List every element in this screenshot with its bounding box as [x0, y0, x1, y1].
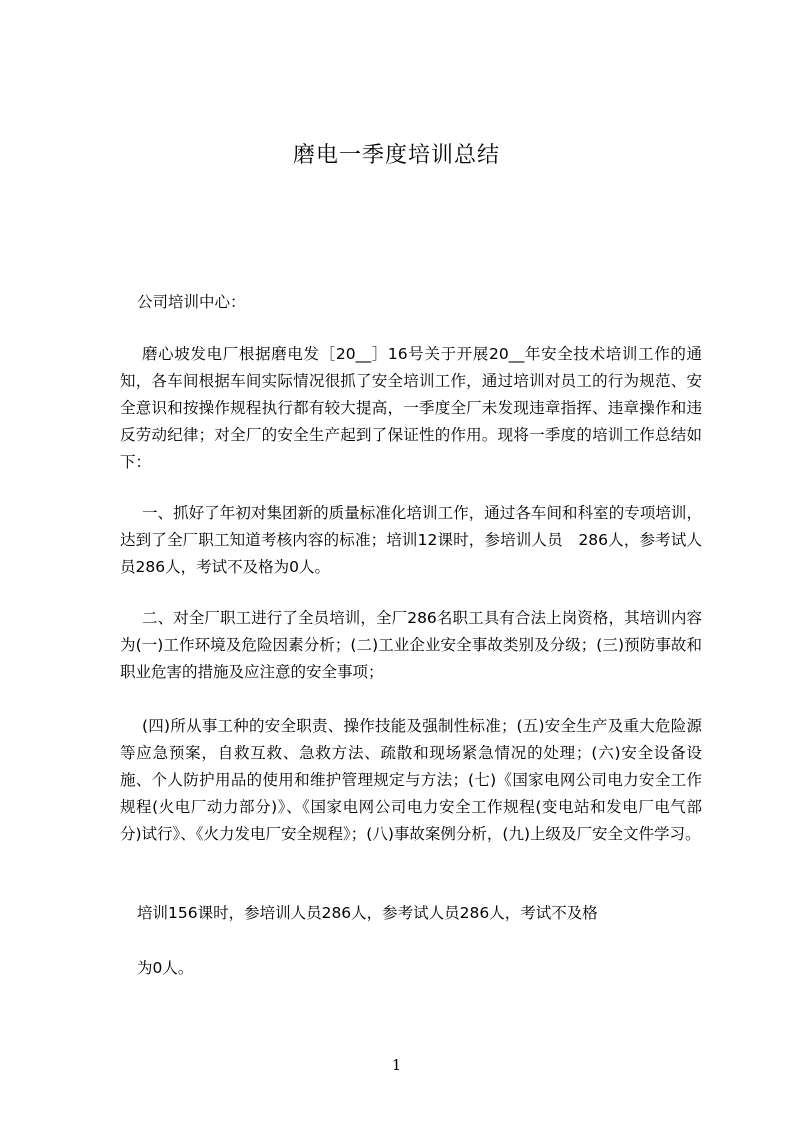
page-number: 1 — [391, 1056, 402, 1074]
item-one-paragraph: 一、抓好了年初对集团新的质量标准化培训工作，通过各车间和科室的专项培训，达到了全厂职工知道考核内容的标准；培训12课时，参培训人员 286人，参考试人员286人，考试不及格为0人。 — [120, 504, 702, 576]
failure-count-paragraph: 为0人。 — [137, 959, 194, 977]
salutation: 公司培训中心： — [137, 293, 246, 311]
item-four-paragraph: (四)所从事工种的安全职责、操作技能及强制性标准；(五)安全生产及重大危险源等应急预案，自救互救、急救方法、疏散和现场紧急情况的处理；(六)安全设备设施、个人防护用品的使用和维护管理规定与方法；(七)《国家电网公司电力安全工作规程(火电厂动力部分)》、《国家电网公司电力安全工作规程(变电站和发电厂电气部分)试行》、《火力发电厂安全规程》；(八)事故案例分析，(九)上级及厂安全文件学习。 — [120, 717, 702, 843]
intro-paragraph: 磨心坡发电厂根据磨电发［20__］16号关于开展20__年安全技术培训工作的通知，各车间根据车间实际情况很抓了安全培训工作，通过培训对员工的行为规范、安全意识和按操作规程执行都有较大提高，一季度全厂未发现违章指挥、违章操作和违反劳动纪律；对全厂的安全生产起到了保证性的作用。现将一季度的培训工作总结如下： — [120, 345, 702, 471]
document-title: 磨电一季度培训总结 — [292, 143, 500, 168]
training-hours-paragraph: 培训156课时，参培训人员286人，参考试人员286人，考试不及格 — [137, 904, 598, 922]
item-two-paragraph: 二、对全厂职工进行了全员培训，全厂286名职工具有合法上岗资格，其培训内容为(一)工作环境及危险因素分析；(二)工业企业安全事故类别及分级；(三)预防事故和职业危害的措施及应注意的安全事项； — [120, 609, 702, 681]
